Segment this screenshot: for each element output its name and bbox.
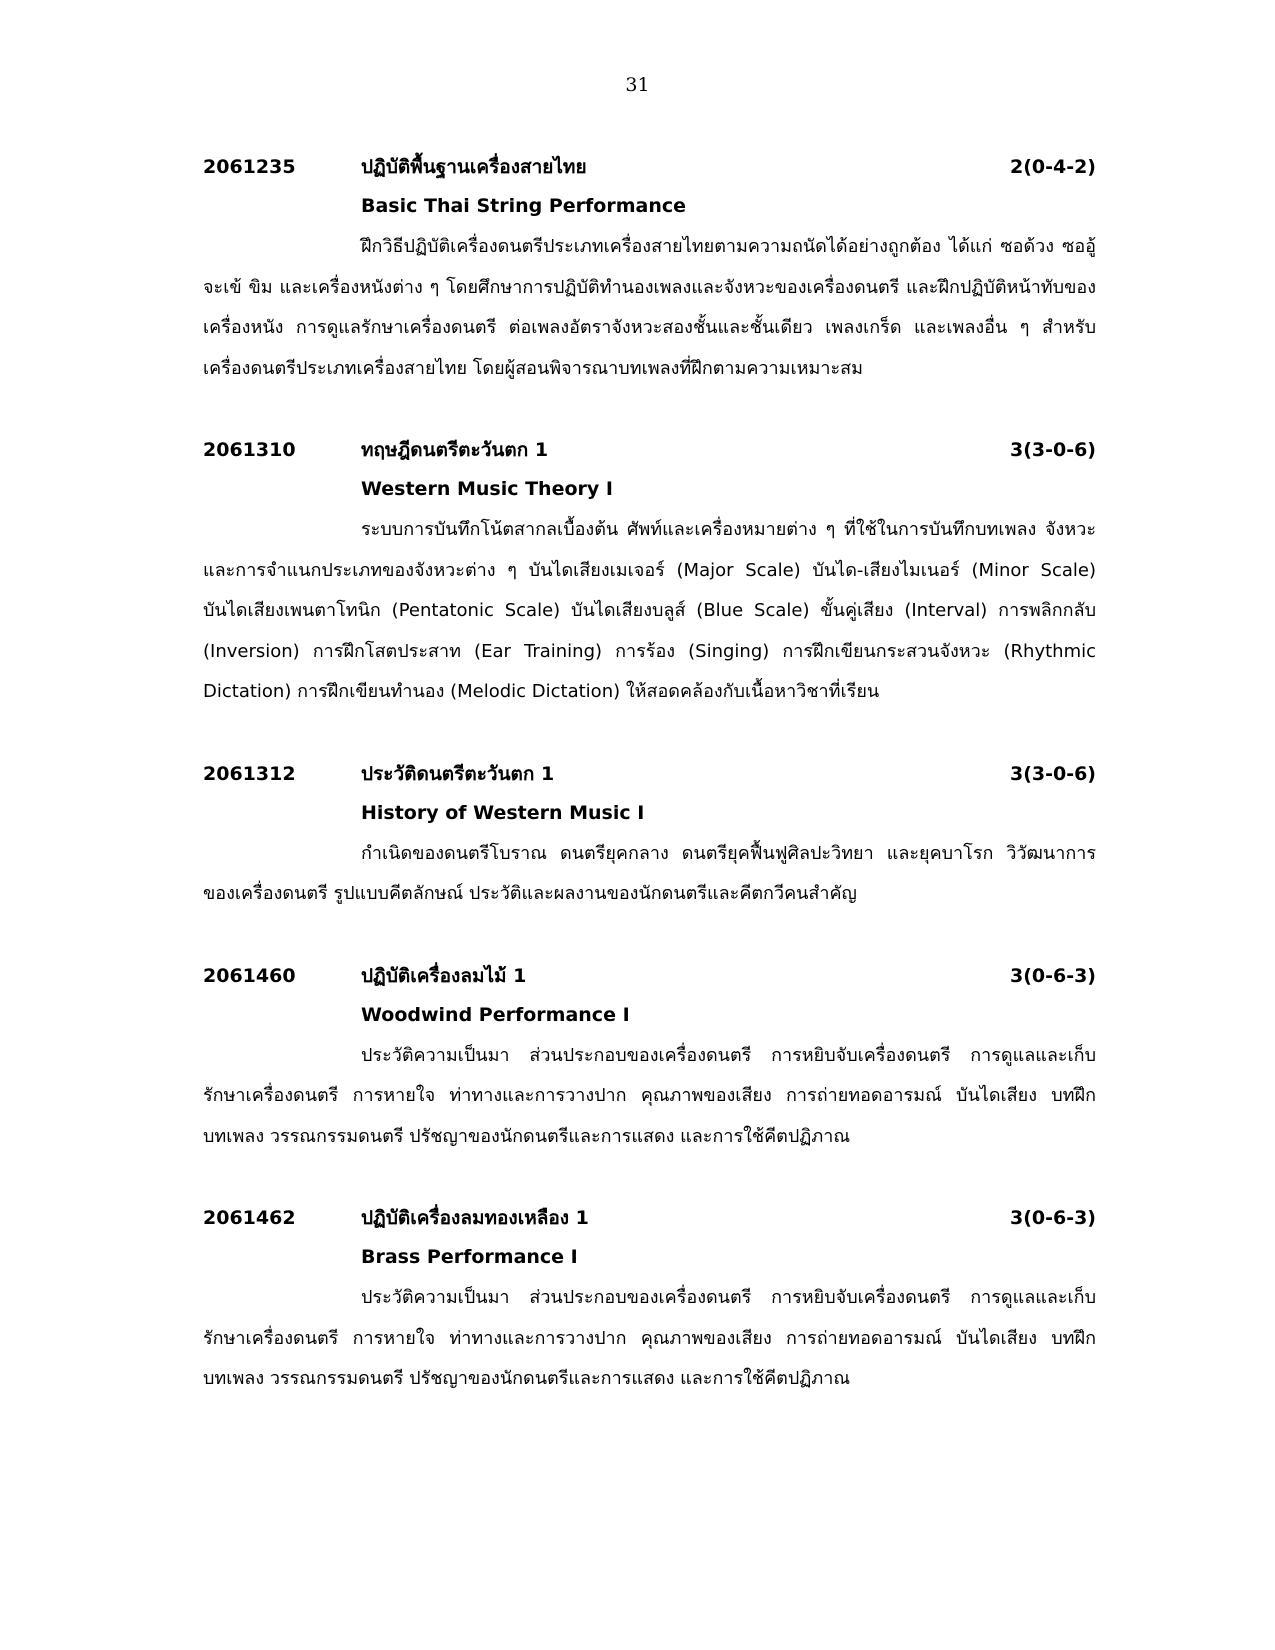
course-title-english: Western Music Theory I xyxy=(361,478,613,500)
course-description: ประวัติความเป็นมา ส่วนประกอบของเครื่องดนตรี การหยิบจับเครื่องดนตรี การดูแลและเก็บรักษาเครื่องดนตรี การหายใจ ท่าทางและการวางปาก คุณภาพของเสียง การถ่ายทอดอารมณ์ บันไดเสียง บทฝึก บทเพลง วรรณกรรมดนตรี ปรัชญาของนักดนตรีและการแสดง และการใช้คีตปฏิภาณ xyxy=(203,1287,1096,1389)
course-credits: 3(0-6-3) xyxy=(1009,1207,1096,1229)
course-code: 2061462 xyxy=(203,1207,296,1229)
course-credits: 2(0-4-2) xyxy=(1009,156,1096,178)
course-entry xyxy=(203,148,1096,389)
course-title-thai: ปฏิบัติเครื่องลมทองเหลือง 1 xyxy=(361,1207,589,1229)
course-header xyxy=(203,755,1096,793)
course-title-thai: ทฤษฎีดนตรีตะวันตก 1 xyxy=(361,439,549,461)
course-description: กำเนิดของดนตรีโบราณ ดนตรียุคกลาง ดนตรียุคฟื้นฟูศิลปะวิทยา และยุคบาโรก วิวัฒนาการของเครื่องดนตรี รูปแบบคีตลักษณ์ ประวัติและผลงานของนักดนตรีและคีตกวีคนสำคัญ xyxy=(203,842,1096,904)
course-title-thai: ปฏิบัติพื้นฐานเครื่องสายไทย xyxy=(361,156,587,178)
course-header xyxy=(203,431,1096,469)
course-header xyxy=(203,148,1096,186)
course-list xyxy=(203,148,1096,1442)
course-entry xyxy=(203,755,1096,915)
course-title-english: Woodwind Performance I xyxy=(361,1003,630,1026)
course-code: 2061460 xyxy=(203,964,296,987)
course-header xyxy=(203,957,1096,995)
course-entry xyxy=(203,431,1096,713)
course-title-english: Brass Performance I xyxy=(361,1246,578,1268)
page-number: 31 xyxy=(625,74,650,96)
course-description: ประวัติความเป็นมา ส่วนประกอบของเครื่องดนตรี การหยิบจับเครื่องดนตรี การดูแลและเก็บรักษาเครื่องดนตรี การหายใจ ท่าทางและการวางปาก คุณภาพของเสียง การถ่ายทอดอารมณ์ บันไดเสียง บทฝึก บทเพลง วรรณกรรมดนตรี ปรัชญาของนักดนตรีและการแสดง และการใช้คีตปฏิภาณ xyxy=(203,1044,1096,1147)
course-credits: 3(3-0-6) xyxy=(1009,439,1096,461)
course-entry xyxy=(203,1199,1096,1400)
course-title-thai: ประวัติดนตรีตะวันตก 1 xyxy=(361,762,555,785)
course-code: 2061310 xyxy=(203,439,296,461)
course-header xyxy=(203,1199,1096,1237)
course-code: 2061235 xyxy=(203,156,296,178)
course-credits: 3(0-6-3) xyxy=(1009,964,1096,987)
course-credits: 3(3-0-6) xyxy=(1009,762,1096,785)
course-title-english: Basic Thai String Performance xyxy=(361,195,686,217)
course-entry xyxy=(203,957,1096,1158)
course-code: 2061312 xyxy=(203,762,296,785)
course-description: ฝึกวิธีปฏิบัติเครื่องดนตรีประเภทเครื่องสายไทยตามความถนัดได้อย่างถูกต้อง ได้แก่ ซอด้วง ซออู้ จะเข้ ขิม และเครื่องหนังต่าง ๆ โดยศึกษาการปฏิบัติทำนองเพลงและจังหวะของเครื่องดนตรี และฝึกปฏิบัติหน้าทับของเครื่องหนัง การดูแลรักษาเครื่องดนตรี ต่อเพลงอัตราจังหวะสองชั้นและชั้นเดียว เพลงเกร็ด และเพลงอื่น ๆ สำหรับเครื่องดนตรีประเภทเครื่องสายไทย โดยผู้สอนพิจารณาบทเพลงที่ฝึกตามความเหมาะสม xyxy=(203,236,1096,379)
course-title-thai: ปฏิบัติเครื่องลมไม้ 1 xyxy=(361,964,527,987)
course-title-english: History of Western Music I xyxy=(361,801,645,824)
course-description: ระบบการบันทึกโน้ตสากลเบื้องต้น ศัพท์และเครื่องหมายต่าง ๆ ที่ใช้ในการบันทึกบทเพลง จังหวะ และการจำแนกประเภทของจังหวะต่าง ๆ บันไดเสียงเมเจอร์ (Major Scale) บันได-เสียงไมเนอร์ (Minor Scale) บันไดเสียงเพนตาโทนิก (Pentatonic Scale) บันไดเสียงบลูส์ (Blue Scale) ขั้นคู่เสียง (Interval) การพลิกกลับ (Inversion) การฝึกโสตประสาท (Ear Training) การร้อง (Singing) การฝึกเขียนกระสวนจังหวะ (Rhythmic Dictation) การฝึกเขียนทำนอง (Melodic Dictation) ให้สอดคล้องกับเนื้อหาวิชาที่เรียน xyxy=(203,519,1096,702)
